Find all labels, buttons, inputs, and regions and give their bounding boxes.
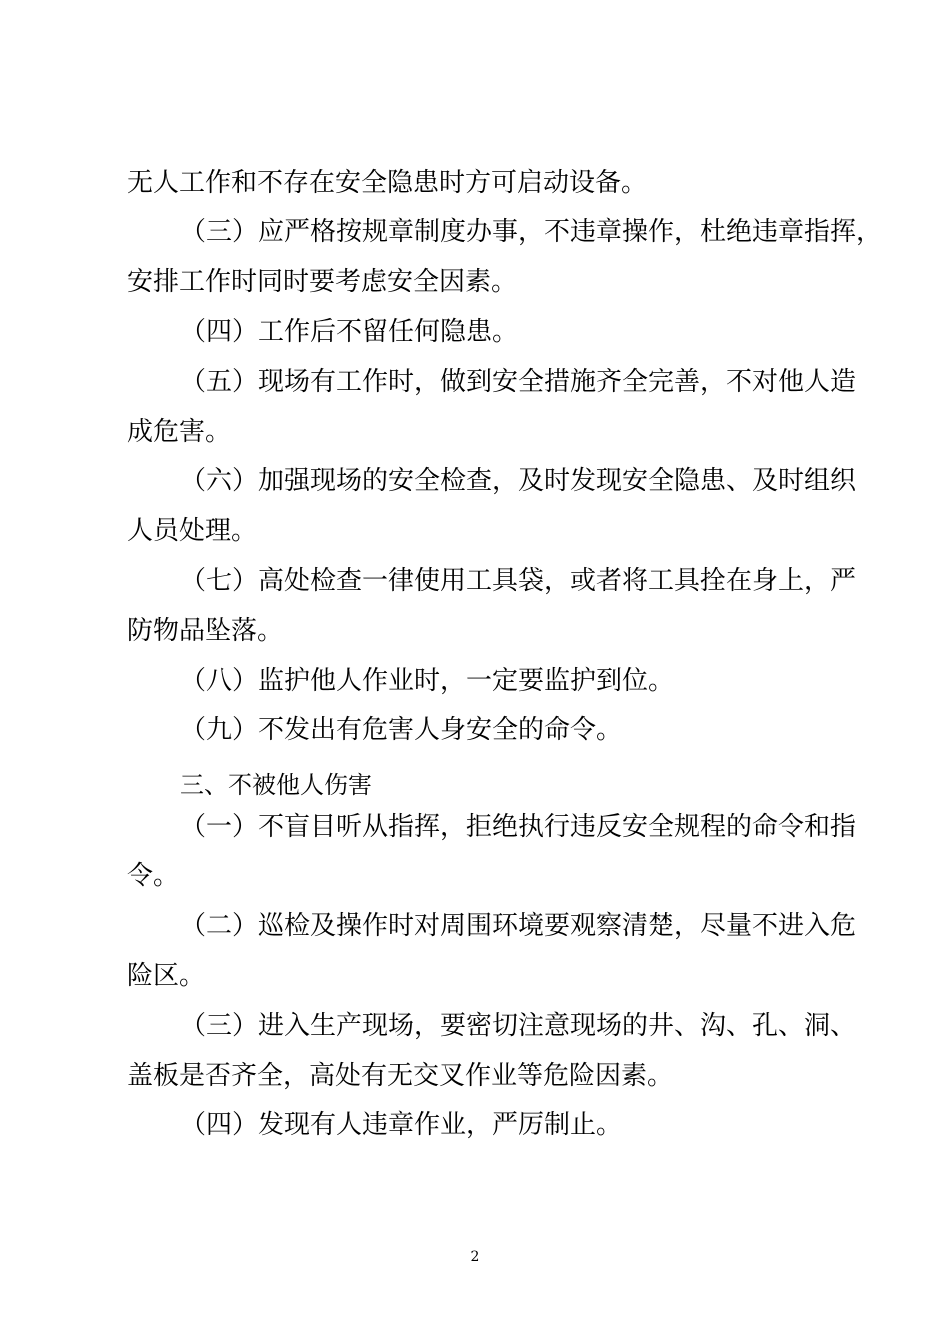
paragraph-line: （七）高处检查一律使用工具袋，或者将工具拴在身上，严 (180, 566, 857, 596)
paragraph-line: （九）不发出有危害人身安全的命令。 (180, 715, 623, 745)
paragraph-line: （六）加强现场的安全检查，及时发现安全隐患、及时组织 (180, 466, 857, 496)
paragraph-line: 盖板是否齐全，高处有无交叉作业等危险因素。 (127, 1061, 674, 1091)
paragraph-line: 令。 (127, 861, 180, 891)
paragraph-line: （一）不盲目听从指挥，拒绝执行违反安全规程的命令和指 (180, 812, 857, 842)
section-heading: 三、不被他人伤害 (180, 771, 372, 799)
paragraph-line: 无人工作和不存在安全隐患时方可启动设备。 (127, 168, 648, 198)
page-number: 2 (470, 1249, 480, 1265)
paragraph-line: 防物品坠落。 (127, 616, 284, 646)
paragraph-line: 安排工作时同时要考虑安全因素。 (127, 267, 518, 297)
paragraph-line: （四）发现有人违章作业，严厉制止。 (180, 1110, 623, 1140)
paragraph-line: （三）应严格按规章制度办事，不违章操作，杜绝违章指挥， (180, 217, 883, 247)
paragraph-line: 成危害。 (127, 417, 232, 447)
paragraph-line: （二）巡检及操作时对周围环境要观察清楚，尽量不进入危 (180, 911, 857, 941)
paragraph-line: （八）监护他人作业时，一定要监护到位。 (180, 666, 675, 696)
paragraph-line: （三）进入生产现场，要密切注意现场的井、沟、孔、洞、 (180, 1011, 857, 1041)
paragraph-line: （五）现场有工作时，做到安全措施齐全完善，不对他人造 (180, 367, 857, 397)
paragraph-line: （四）工作后不留任何隐患。 (180, 317, 519, 347)
paragraph-line: 人员处理。 (127, 516, 258, 546)
paragraph-line: 险区。 (127, 961, 206, 991)
